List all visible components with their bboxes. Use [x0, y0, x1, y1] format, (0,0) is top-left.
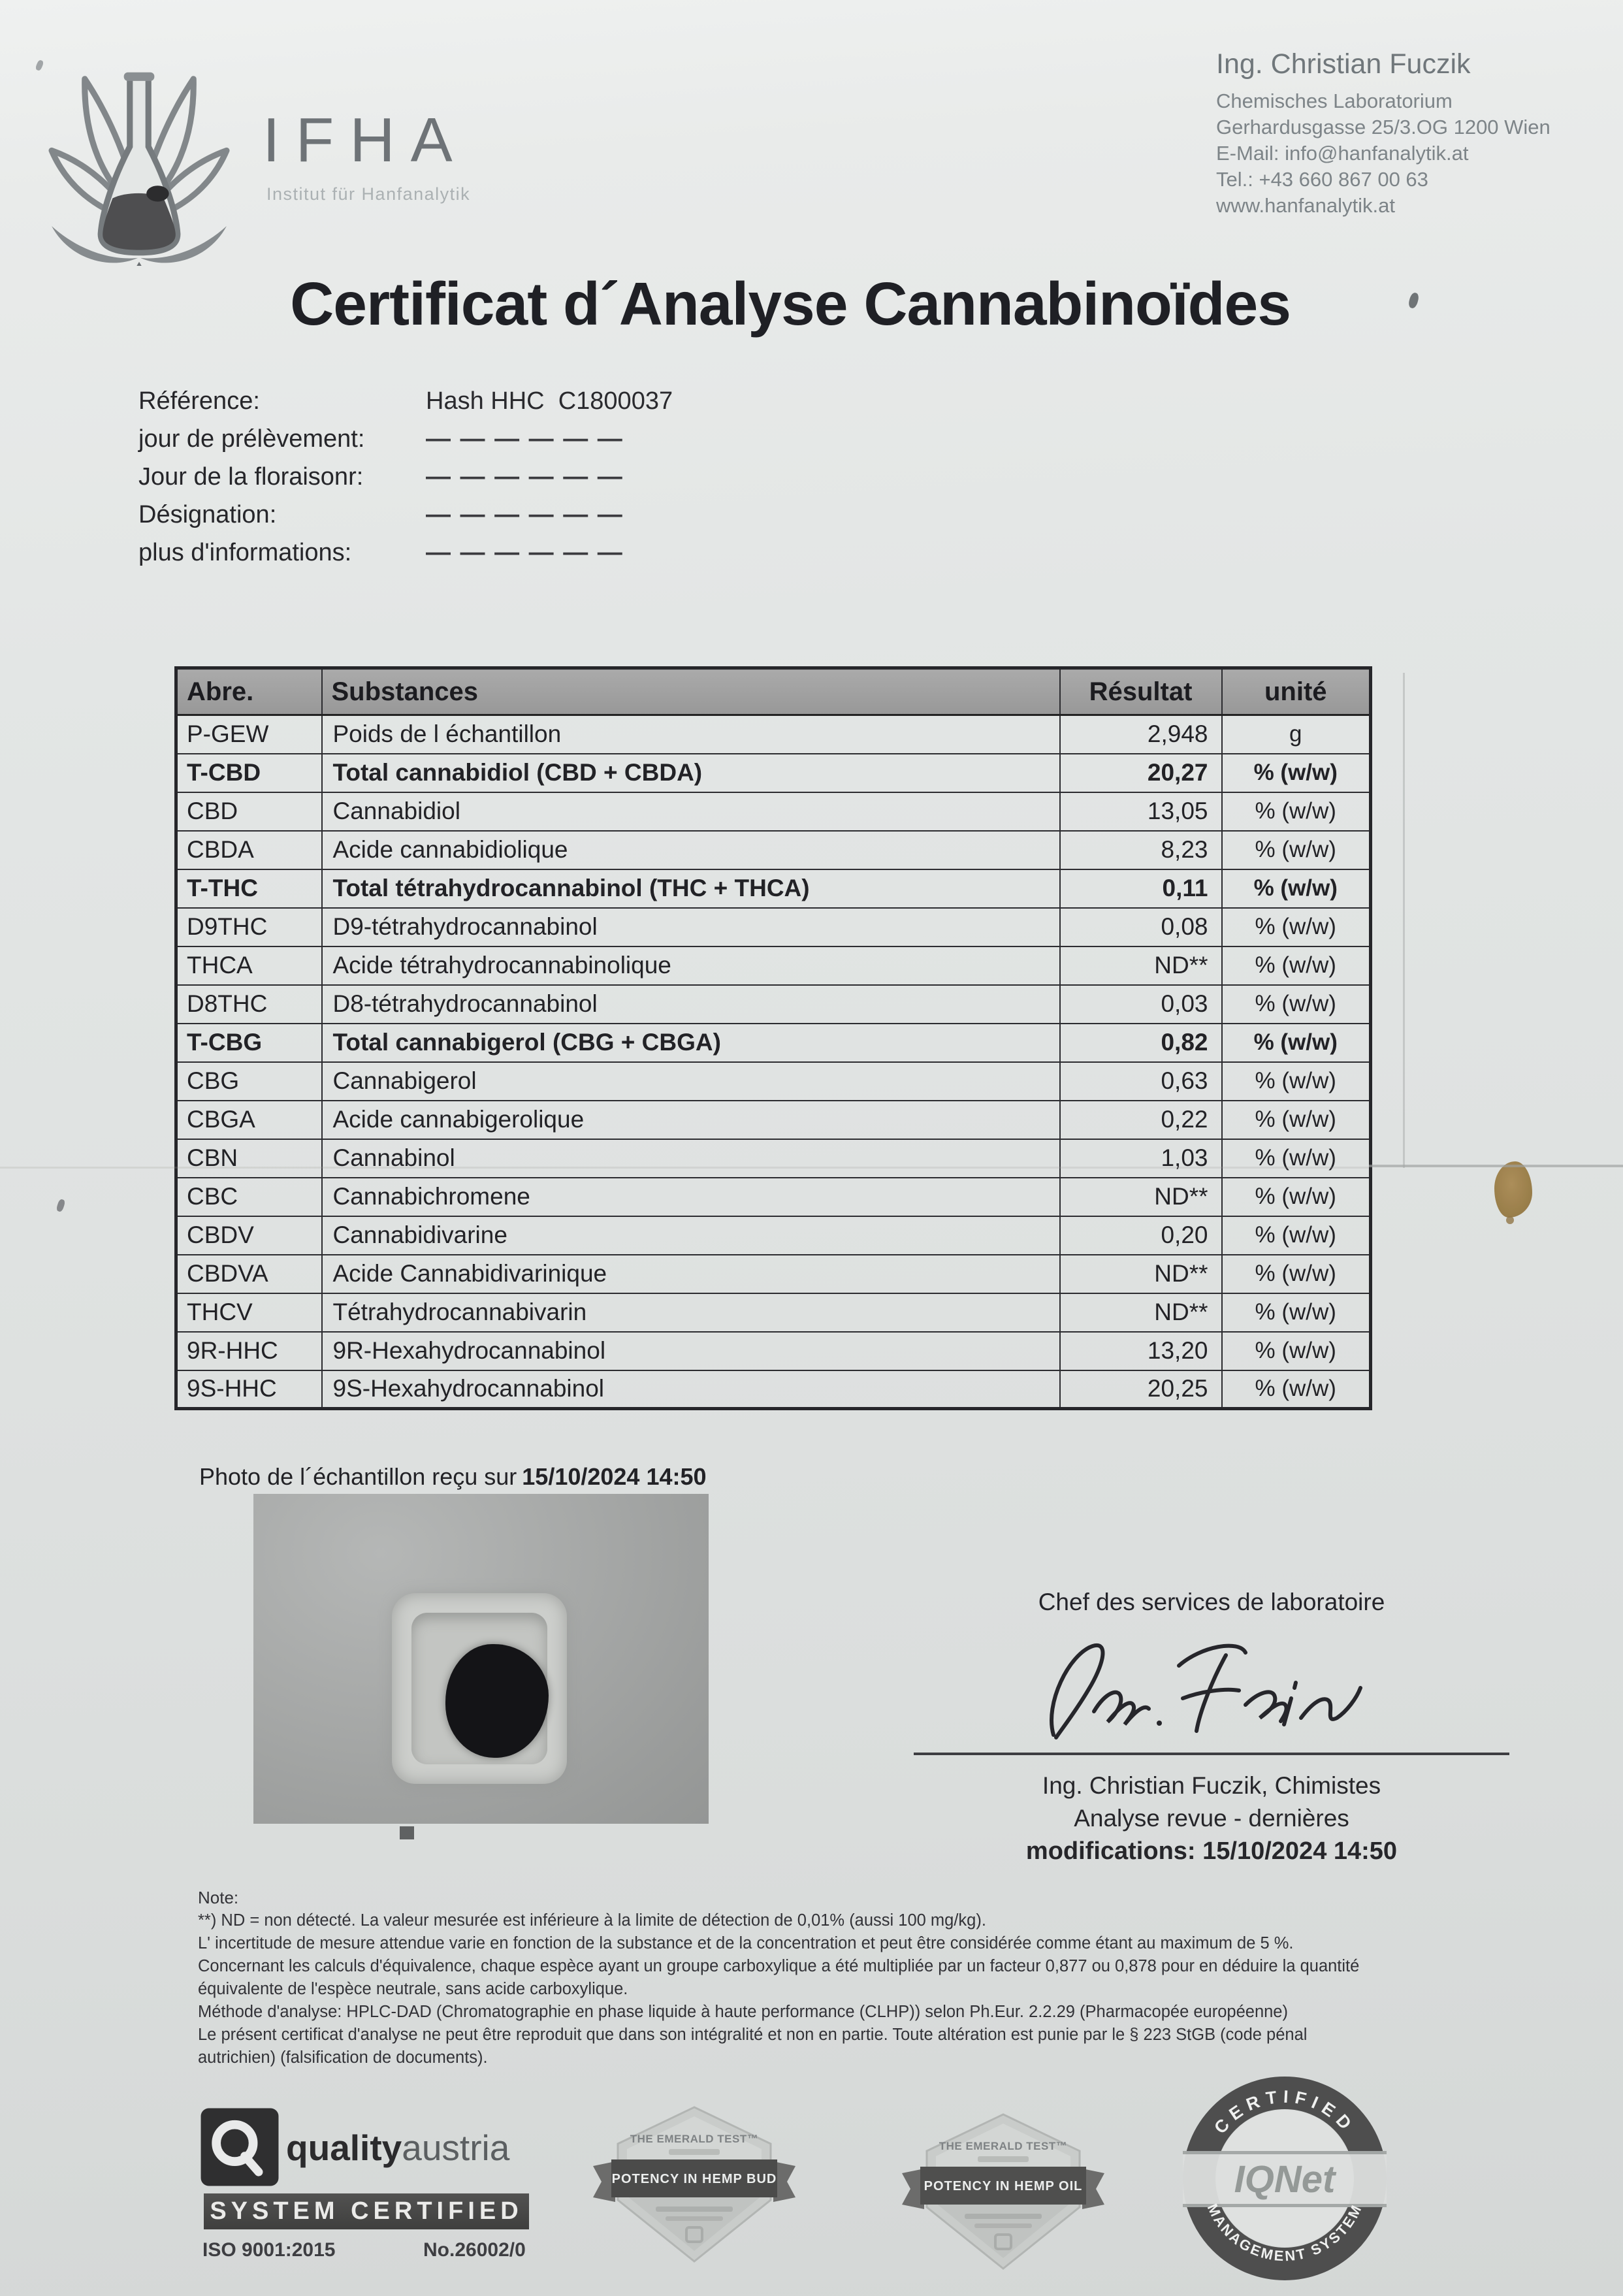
table-row: [176, 1062, 1371, 1101]
iso-label: ISO 9001:2015: [202, 2239, 336, 2261]
header-result: Résultat: [1060, 668, 1222, 715]
table-row: [176, 869, 1371, 908]
table-row: [176, 1178, 1371, 1216]
lab-contact-line: E-Mail: info@hanfanalytik.at: [1216, 142, 1469, 165]
reference-row: [138, 534, 673, 572]
cell-abbr: CBD: [176, 792, 322, 831]
lab-contact-lines: [1216, 88, 1595, 219]
cell-result: 0,11: [1060, 869, 1222, 908]
table-row: [176, 1024, 1371, 1062]
reference-placeholder-dashes: — — — — — —: [426, 500, 624, 528]
lab-contact-block: [1216, 48, 1595, 219]
cell-result: ND**: [1060, 946, 1222, 985]
certificate-number: No.26002/0: [423, 2239, 526, 2261]
cell-substance: Total cannabigerol (CBG + CBGA): [322, 1024, 1060, 1062]
cell-substance: Total tétrahydrocannabinol (THC + THCA): [322, 869, 1060, 908]
quality-austria-logo-icon: [200, 2107, 280, 2187]
cell-unit: % (w/w): [1222, 831, 1371, 869]
reference-row: [138, 382, 673, 420]
note-line: **) ND = non détecté. La valeur mesurée est inférieure à la limite de détection de 0,01% (aussi 100 mg/kg).: [198, 1911, 986, 1930]
note-line: L' incertitude de mesure attendue varie en fonction de la substance et de la concentration et peut être considérée comme étant au maximum de 5 %.: [198, 1934, 1294, 1952]
table-row: [176, 946, 1371, 985]
table-row: [176, 831, 1371, 869]
cell-unit: % (w/w): [1222, 1178, 1371, 1216]
note-line: Concernant les calculs d'équivalence, chaque espèce ayant un groupe carboxylique a été multipliée par un facteur 0,877 ou 0,878 pour en déduire la quantité: [198, 1957, 1360, 1975]
table-row: [176, 1293, 1371, 1332]
reference-label: plus d'informations:: [138, 538, 352, 566]
cell-substance: Acide tétrahydrocannabinolique: [322, 946, 1060, 985]
reference-row: [138, 496, 673, 534]
results-table-body: [176, 715, 1371, 1409]
lab-contact-line: Gerhardusgasse 25/3.OG 1200 Wien: [1216, 116, 1551, 138]
table-row: [176, 792, 1371, 831]
paper-crease: [0, 1167, 1369, 1169]
table-row: [176, 1255, 1371, 1293]
cell-substance: Tétrahydrocannabivarin: [322, 1293, 1060, 1332]
wordmark-quality: quality: [286, 2127, 402, 2168]
notes-lines: [198, 1909, 1359, 2069]
cell-result: 0,63: [1060, 1062, 1222, 1101]
header-abbr: Abre.: [176, 668, 322, 715]
cell-unit: % (w/w): [1222, 1024, 1371, 1062]
cell-substance: Cannabigerol: [322, 1062, 1060, 1101]
cell-abbr: CBN: [176, 1139, 322, 1178]
cell-result: 13,05: [1060, 792, 1222, 831]
cell-abbr: P-GEW: [176, 715, 322, 754]
reference-block: [138, 382, 673, 572]
table-header-row: [176, 668, 1371, 715]
cell-abbr: CBGA: [176, 1101, 322, 1139]
emerald-test-badge-hemp-oil: [902, 2110, 1104, 2274]
cell-abbr: CBDVA: [176, 1255, 322, 1293]
signature-block: [908, 1589, 1515, 1866]
signatory-name: Ing. Christian Fuczik, Chimistes: [1042, 1772, 1381, 1799]
cell-substance: Poids de l échantillon: [322, 715, 1060, 754]
cell-abbr: 9R-HHC: [176, 1332, 322, 1370]
brand-subtitle: Institut für Hanfanalytik: [266, 184, 471, 204]
cell-result: 13,20: [1060, 1332, 1222, 1370]
note-line: Le présent certificat d'analyse ne peut être reproduit que dans son intégralité et non en partie. Toute altération est punie par le § 223 StGB (code pénal: [198, 2026, 1308, 2044]
reference-label: Référence:: [138, 387, 260, 415]
emerald-badge-ribbon: POTENCY IN HEMP OIL: [924, 2179, 1083, 2193]
table-row: [176, 1216, 1371, 1255]
emerald-badge-ribbon: POTENCY IN HEMP BUD: [611, 2172, 777, 2186]
cell-substance: D9-tétrahydrocannabinol: [322, 908, 1060, 946]
iqnet-center-text: IQNet: [1234, 2158, 1336, 2201]
quality-austria-wordmark: [286, 2127, 509, 2169]
iqnet-top-text: CERTIFIED: [1210, 2086, 1359, 2138]
lab-contact-line: Tel.: +43 660 867 00 63: [1216, 168, 1428, 191]
cell-abbr: THCV: [176, 1293, 322, 1332]
cell-abbr: T-THC: [176, 869, 322, 908]
scan-mark: [400, 1826, 414, 1839]
ifha-leaf-flask-logo: [31, 40, 247, 266]
reference-label: jour de prélèvement:: [138, 425, 365, 453]
system-certified-banner: SYSTEM CERTIFIED: [204, 2193, 529, 2229]
notes-block: [198, 1886, 1359, 2069]
cell-substance: Acide cannabigerolique: [322, 1101, 1060, 1139]
cell-unit: % (w/w): [1222, 754, 1371, 792]
cell-result: 20,27: [1060, 754, 1222, 792]
table-row: [176, 985, 1371, 1024]
cell-unit: % (w/w): [1222, 1139, 1371, 1178]
sample-tray-inner: [411, 1613, 547, 1764]
reference-placeholder-dashes: — — — — — —: [426, 462, 624, 491]
cell-result: 0,08: [1060, 908, 1222, 946]
cell-abbr: CBG: [176, 1062, 322, 1101]
note-line: Méthode d'analyse: HPLC-DAD (Chromatographie en phase liquide à haute performance (CLHP)) selon Ph.Eur. 2.2.29 (Pharmacopée européenne): [198, 2003, 1288, 2021]
emerald-badge-title: THE EMERALD TEST™: [939, 2140, 1068, 2152]
cell-substance: 9R-Hexahydrocannabinol: [322, 1332, 1060, 1370]
cell-substance: Acide cannabidiolique: [322, 831, 1060, 869]
reference-label: Désignation:: [138, 500, 277, 528]
signature-line: [914, 1753, 1509, 1755]
cell-result: ND**: [1060, 1293, 1222, 1332]
cell-unit: % (w/w): [1222, 1370, 1371, 1409]
table-row: [176, 1370, 1371, 1409]
iqnet-certified-seal: [1180, 2074, 1389, 2283]
note-line: autrichien) (falsification de documents).: [198, 2048, 488, 2067]
table-row: [176, 1332, 1371, 1370]
emerald-badge-title: THE EMERALD TEST™: [630, 2133, 759, 2145]
cell-abbr: CBC: [176, 1178, 322, 1216]
cell-unit: % (w/w): [1222, 1332, 1371, 1370]
cell-abbr: THCA: [176, 946, 322, 985]
notes-heading: Note:: [198, 1888, 239, 1907]
lab-contact-line: www.hanfanalytik.at: [1216, 194, 1395, 217]
signature: [1029, 1625, 1394, 1759]
cell-abbr: D9THC: [176, 908, 322, 946]
table-row: [176, 1101, 1371, 1139]
hash-sample-blob: [445, 1644, 549, 1758]
sample-tray: [392, 1593, 567, 1784]
cell-unit: % (w/w): [1222, 985, 1371, 1024]
review-line: Analyse revue - dernières: [1074, 1805, 1349, 1832]
cell-unit: % (w/w): [1222, 1062, 1371, 1101]
cell-result: 0,03: [1060, 985, 1222, 1024]
table-row: [176, 908, 1371, 946]
cell-substance: Acide Cannabidivarinique: [322, 1255, 1060, 1293]
header-unit: unité: [1222, 668, 1371, 715]
scan-speck: [56, 1199, 65, 1212]
lab-contact-line: Chemisches Laboratorium: [1216, 89, 1453, 112]
photo-label-text: Photo de l´échantillon reçu sur: [199, 1463, 517, 1490]
reference-value: Hash HHC C1800037: [426, 387, 673, 415]
cell-result: 0,82: [1060, 1024, 1222, 1062]
cell-abbr: CBDA: [176, 831, 322, 869]
photo-timestamp: 15/10/2024 14:50: [522, 1463, 707, 1490]
wordmark-austria: austria: [402, 2127, 510, 2168]
cell-result: ND**: [1060, 1178, 1222, 1216]
reference-row: [138, 458, 673, 496]
cell-unit: g: [1222, 715, 1371, 754]
cell-substance: Cannabidiol: [322, 792, 1060, 831]
cell-unit: % (w/w): [1222, 1255, 1371, 1293]
emerald-test-badge-hemp-bud: [593, 2103, 795, 2267]
cell-result: 8,23: [1060, 831, 1222, 869]
photo-label: [199, 1463, 707, 1491]
reference-placeholder-dashes: — — — — — —: [426, 538, 624, 566]
paper-crease: [1403, 673, 1405, 1168]
signature-role: Chef des services de laboratoire: [1038, 1589, 1385, 1615]
cell-substance: Cannabidivarine: [322, 1216, 1060, 1255]
reference-row: [138, 420, 673, 458]
sample-photo: [253, 1494, 709, 1824]
cell-unit: % (w/w): [1222, 1216, 1371, 1255]
modified-line: modifications: 15/10/2024 14:50: [1025, 1837, 1398, 1865]
cell-abbr: CBDV: [176, 1216, 322, 1255]
cell-result: 0,22: [1060, 1101, 1222, 1139]
results-table: [174, 666, 1372, 1410]
lab-contact-name: Ing. Christian Fuczik: [1216, 48, 1471, 80]
cell-result: 1,03: [1060, 1139, 1222, 1178]
cell-substance: D8-tétrahydrocannabinol: [322, 985, 1060, 1024]
note-line: équivalente de l'espèce neutrale, sans acide carboxylique.: [198, 1980, 628, 1998]
paper-stain: [1494, 1161, 1532, 1218]
iqnet-bottom-text: MANAGEMENT SYSTEM: [1204, 2201, 1366, 2265]
cell-substance: Cannabinol: [322, 1139, 1060, 1178]
paper-crease: [1369, 1165, 1623, 1167]
table-row: [176, 1139, 1371, 1178]
cell-abbr: D8THC: [176, 985, 322, 1024]
table-row: [176, 754, 1371, 792]
cell-substance: 9S-Hexahydrocannabinol: [322, 1370, 1060, 1409]
cell-unit: % (w/w): [1222, 869, 1371, 908]
cell-abbr: T-CBD: [176, 754, 322, 792]
cell-result: 2,948: [1060, 715, 1222, 754]
cell-unit: % (w/w): [1222, 1101, 1371, 1139]
page-title: Certificat d´Analyse Cannabinoïdes: [290, 270, 1291, 338]
reference-label: Jour de la floraisonr:: [138, 462, 364, 491]
cell-abbr: 9S-HHC: [176, 1370, 322, 1409]
table-row: [176, 715, 1371, 754]
cell-substance: Total cannabidiol (CBD + CBDA): [322, 754, 1060, 792]
cell-result: ND**: [1060, 1255, 1222, 1293]
cell-unit: % (w/w): [1222, 792, 1371, 831]
brand-name: IFHA: [263, 105, 468, 175]
header-substance: Substances: [322, 668, 1060, 715]
cell-substance: Cannabichromene: [322, 1178, 1060, 1216]
cell-result: 0,20: [1060, 1216, 1222, 1255]
reference-placeholder-dashes: — — — — — —: [426, 425, 624, 453]
cell-unit: % (w/w): [1222, 946, 1371, 985]
cell-abbr: T-CBG: [176, 1024, 322, 1062]
cell-result: 20,25: [1060, 1370, 1222, 1409]
cell-unit: % (w/w): [1222, 1293, 1371, 1332]
cell-unit: % (w/w): [1222, 908, 1371, 946]
